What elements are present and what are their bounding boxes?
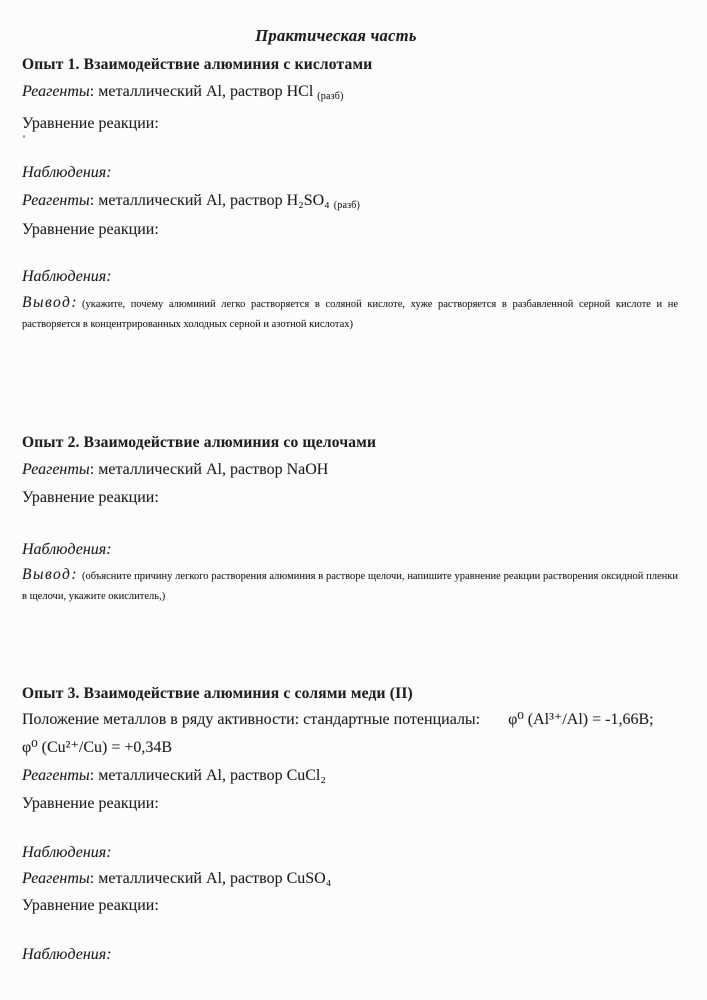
experiment-2-conclusion [22,565,678,607]
experiment-3-equation-label: Уравнение реакции: [22,795,159,812]
standard-potential-cu: φ⁰ (Cu²⁺/Cu) = +0,34В [22,739,173,756]
reagents-label: Реагенты [22,461,90,478]
reagents-text: : металлический Al, раствор NaOH [89,461,329,478]
experiment-2-heading: Опыт 2. Взаимодействие алюминия со щелочами [22,434,377,451]
experiment-3-reagents-line-cuso4 [22,869,331,888]
conclusion-label: Вывод: [22,566,79,583]
experiment-2-observations-label: Наблюдения: [22,541,112,558]
activity-text: Положение металлов в ряду активности: стандартные потенциалы: [22,711,481,728]
conclusion-text: (объясните причину легкого растворения алюминия в растворе щелочи, напишите уравнение реакции растворения оксидной пленки в щелочи, укажите окислитель,) [22,571,678,602]
reagents-label: Реагенты [22,870,90,887]
experiment-3-reagents-line-cucl2 [22,766,326,785]
experiment-1-reagents-line-hcl [22,82,344,103]
experiment-2-equation-label: Уравнение реакции: [22,489,159,506]
experiment-2-reagents-line-naoh [22,460,328,479]
reagents-label: Реагенты [22,767,90,784]
experiment-1-conclusion [22,293,678,335]
reagents-text: : металлический Al, раствор CuSO₄ [89,870,332,887]
experiment-1-observations-label-2: Наблюдения: [22,268,112,285]
standard-potential-al: φ⁰ (Al³⁺/Al) = -1,66В; [508,711,654,728]
dilute-note: (разб) [317,91,344,102]
experiment-1-observations-label: Наблюдения: [22,164,112,181]
reagents-text: : металлический Al, раствор CuCl₂ [89,767,326,784]
experiment-3-observations-label: Наблюдения: [22,844,112,861]
reagents-text: : металлический Al, раствор H₂SO₄ [89,192,334,209]
experiment-1-heading: Опыт 1. Взаимодействие алюминия с кислотами [22,56,373,73]
reagents-label: Реагенты [22,192,90,209]
dilute-note: (разб) [333,200,361,211]
ink-dot [23,135,25,138]
experiment-1-reagents-line-h2so4 [22,191,360,212]
reagents-label: Реагенты [22,83,90,100]
experiment-3-activity-line [22,710,654,729]
conclusion-text: (укажите, почему алюминий легко растворяется в соляной кислоте, хуже растворяется в разбавленной серной кислоте и не растворяется в концентрированных холодных серной и азотной кислотах) [22,299,678,330]
experiment-1-equation-label: Уравнение реакции: [22,115,159,132]
reagents-text: : металлический Al, раствор HCl [89,83,318,100]
experiment-3-equation-label-2: Уравнение реакции: [22,897,159,914]
experiment-1-equation-label-2: Уравнение реакции: [22,221,159,238]
experiment-3-heading: Опыт 3. Взаимодействие алюминия с солями меди (II) [22,685,413,702]
conclusion-label: Вывод: [22,294,79,311]
page-title: Практическая часть [255,26,417,45]
experiment-3-observations-label-2: Наблюдения: [22,946,112,963]
